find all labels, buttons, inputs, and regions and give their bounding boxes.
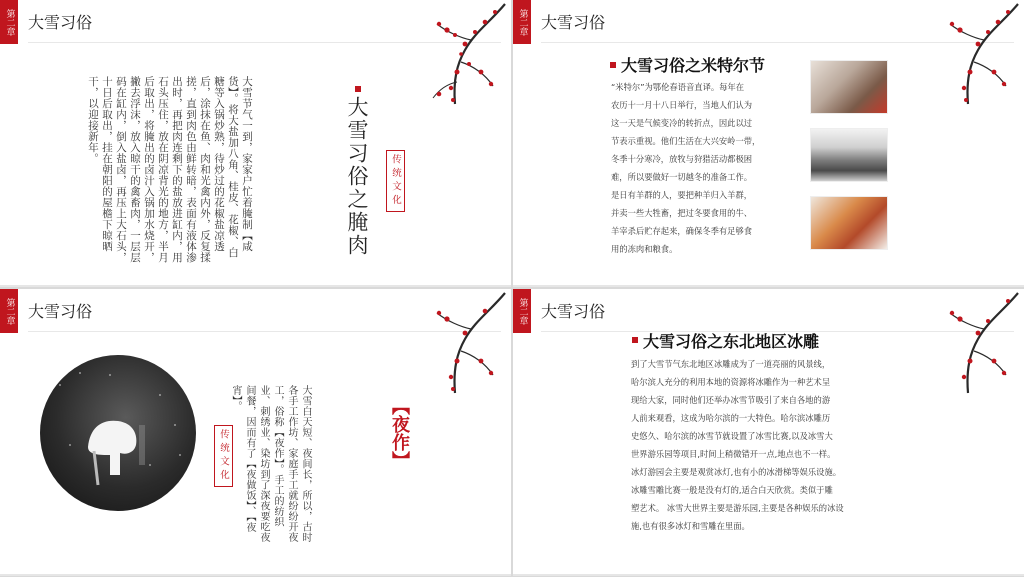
slide-bottom-line: [0, 574, 511, 576]
plum-branch-icon: [908, 2, 1020, 112]
slide-title: 大雪习俗之腌肉: [345, 96, 369, 257]
snow-figure-icon: [40, 355, 196, 511]
header-title: 大雪习俗: [541, 302, 606, 321]
slide-ice-sculpture[interactable]: [513, 289, 1024, 576]
slide-title: 大雪习俗之东北地区冰雕: [643, 332, 820, 351]
title-marker: [632, 337, 638, 343]
photo-autumn-leaves: [810, 196, 888, 250]
body-text: 大雪白天短、夜间长，所以，古时各手工作坊、家庭手工就纷纷开夜工，俗称【夜作】。手工的纺织业、刺绣业、染坊到了深夜要吃夜间餐，因而有了【夜做饭】、【夜宵】。: [230, 385, 311, 543]
photo-berries-snow: [810, 60, 888, 114]
tradition-stamp: 传统文化: [214, 425, 233, 487]
slide-miteer-festival[interactable]: [513, 0, 1024, 287]
slide-bottom-line: [0, 285, 511, 287]
header-title: 大雪习俗: [541, 13, 606, 32]
photo-winter-river: [810, 128, 888, 182]
title-marker: [610, 62, 616, 68]
chapter-tab: 第二章: [513, 0, 531, 44]
slide-bottom-line: [513, 285, 1024, 287]
snow-photo-circle: [40, 355, 196, 511]
title-marker: [355, 86, 361, 92]
body-text: 大雪节气一到，家家户忙着腌制【咸货】。将大盐加八角、桂皮、花椒、白糖等入锅炒熟，待炒过的花椒盐凉透后，涂抹在鱼、肉和光禽内外，反复揉搓，直到肉色由鲜转暗，表面有液体渗出时，再把肉连剩下的盐放进缸内，用石头压住，放在阴凉背光的地方，半月后取出，将腌出的卤汁入锅加水烧开，撇去浮沫，放入晾干的禽畜肉，一层层码在缸内，倒入盐卤，再压上大石头，十日后取出，挂在朝阳的屋檐下晾晒干，以迎接新年。: [87, 76, 253, 263]
slide-night-work[interactable]: [0, 289, 511, 576]
chapter-tab: 第二章: [0, 289, 18, 333]
slide-preserved-meat[interactable]: [0, 0, 511, 287]
slide-title: 【夜作】: [389, 397, 410, 469]
body-text: “米特尔”为鄂伦春语音直译。每年在 农历十一月十八日举行，当地人们认为 这一天是气候变冷的转折点，因此以过 节表示重视。他们生活在大兴安岭一带， 冬季十分寒冷，放牧与狩猎活动都极困 难，所以要做好一切越冬的准备工作。 是日有羊群的人，要把种羊归入羊群， 并卖一些大牲畜，把过冬要食用的牛、 羊宰杀后贮存起来，确保冬季有足够食 用的冻肉和粮食。: [611, 82, 761, 254]
slide-title: 大雪习俗之米特尔节: [621, 56, 766, 75]
tradition-stamp: 传统文化: [386, 150, 405, 212]
body-text: 到了大雪节气东北地区冰雕成为了一道亮丽的风景线， 哈尔滨人充分的利用本地的资源将冰雕作为一种艺术呈 现给大家，同时他们还举办冰雪节吸引了来自各地的游 人前来观看，这成为哈尔滨的一大特色。哈尔滨冰雕历 史悠久、哈尔滨的冰雪节就设置了冰雪比赛,以及冰雪大 世界游乐园等项目,时间上稍微错开一点,地点也不一样。 冰灯游园会主要是观赏冰灯,也有小的冰滑梯等娱乐设施。 冰雕雪雕比赛一般是没有灯的,适合白天欣赏。类似于雕 塑艺术。 冰雪大世界主要是游乐园,主要是各种娱乐的冰设 施,也有很多冰灯和雪雕在里面。: [631, 359, 844, 531]
header-title: 大雪习俗: [28, 302, 93, 321]
chapter-tab: 第二章: [513, 289, 531, 333]
header-title: 大雪习俗: [28, 13, 93, 32]
plum-branch-icon: [395, 291, 507, 401]
plum-branch-icon: [908, 291, 1020, 401]
chapter-tab: 第二章: [0, 0, 18, 44]
slide-bottom-line: [513, 574, 1024, 576]
plum-branch-icon: [395, 2, 507, 112]
